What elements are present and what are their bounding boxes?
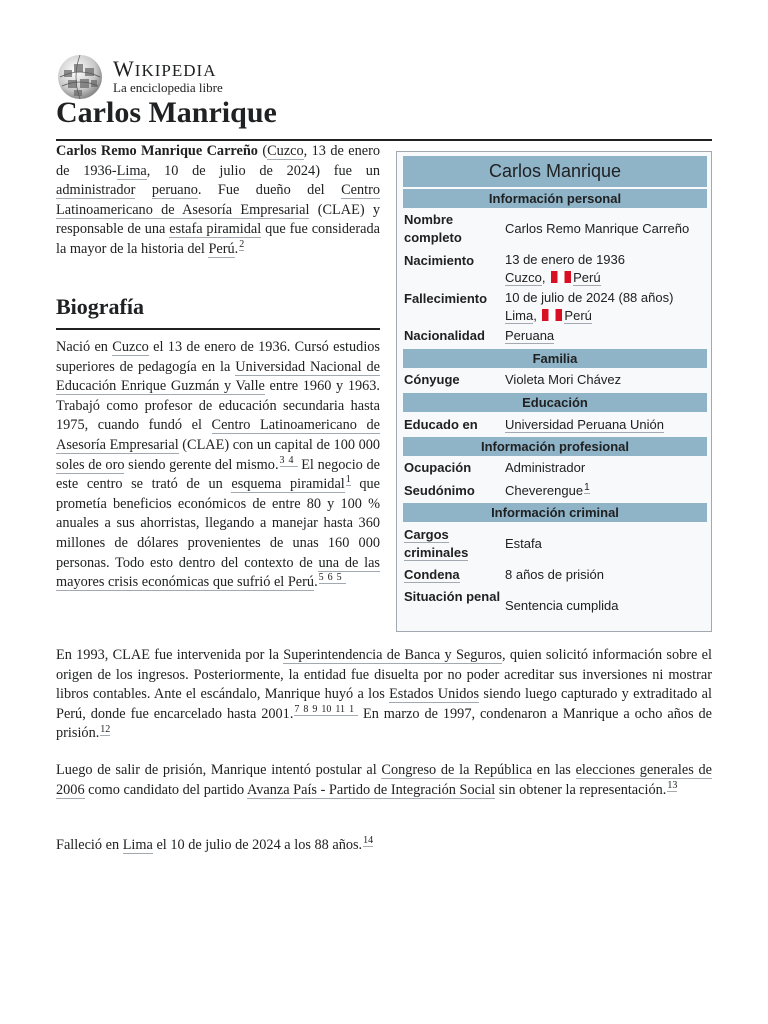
- subject-full-name: Carlos Remo Manrique Carreño: [56, 143, 258, 159]
- wikipedia-wordmark[interactable]: WIKIPEDIA: [113, 56, 217, 81]
- reference-link[interactable]: 11: [335, 704, 346, 716]
- intro-text: (CLAE) y responsable de una: [56, 201, 381, 238]
- biography-paragraph-3: [56, 761, 712, 800]
- infobox: [396, 151, 712, 632]
- value-seudonimo: [505, 482, 707, 500]
- label-cargos-criminales: [404, 526, 502, 562]
- infobox-title: Carlos Manrique: [403, 156, 707, 187]
- reference-group: [280, 455, 298, 467]
- paragraph-text: como candidato del partido: [84, 781, 247, 798]
- value-educado-en: [505, 416, 707, 434]
- paragraph-text: , quien solicitó información sobre el origen de los ingresos. Posteriormente, la entidad fue disuelta por no poder acreditar sus inversiones ni mostrar libros contables. Ante el escándalo, Manrique huyó a los: [56, 647, 712, 703]
- reference-group: [294, 704, 358, 716]
- link-universidad-peruana-union[interactable]: Universidad Peruana Unión: [505, 417, 664, 432]
- link-cuzco[interactable]: Cuzco: [112, 339, 149, 355]
- birth-place: Cuzco, Perú: [505, 270, 601, 285]
- page-title: Carlos Manrique: [56, 93, 712, 141]
- paragraph-text: el 10 de julio de 2024 a los 88 años.: [152, 837, 363, 853]
- value-ocupacion: Administrador: [505, 460, 586, 475]
- link-congreso[interactable]: Congreso de la República: [381, 762, 533, 778]
- value-condena: 8 años de prisión: [505, 567, 605, 582]
- link-esquema-piramidal[interactable]: esquema piramidal: [231, 476, 345, 493]
- label-fallecimiento: Fallecimiento: [404, 291, 488, 306]
- label-nombre-completo: Nombre completo: [404, 212, 462, 245]
- link-estados-unidos[interactable]: Estados Unidos: [389, 686, 480, 703]
- section-heading-biografia: Biografía: [56, 292, 380, 330]
- link-peruana[interactable]: Peruana: [505, 328, 555, 343]
- label-nacimiento: Nacimiento: [404, 253, 475, 268]
- peru-flag-icon: [551, 271, 571, 283]
- link-peru[interactable]: Perú: [564, 308, 592, 323]
- link-cuzco[interactable]: Cuzco: [267, 143, 304, 159]
- paragraph-text: entre 1960 y 1963. Trabajó como profesor de educación secundaria hasta 1975, cuando fundó el: [56, 378, 380, 434]
- reference-link[interactable]: 1: [345, 474, 351, 486]
- value-nombre-completo: Carlos Remo Manrique Carreño: [505, 221, 690, 236]
- intro-text: (: [257, 143, 268, 159]
- link-crisis-economica[interactable]: una de las mayores crisis económicas que sufrió el Perú: [56, 554, 380, 591]
- label-educado-en: Educado en: [404, 417, 478, 432]
- label-condena: [404, 566, 502, 584]
- reference-link[interactable]: 5: [336, 572, 342, 584]
- label-nacionalidad: Nacionalidad: [404, 328, 485, 343]
- link-clae[interactable]: Centro Latinoamericano de Asesoría Empresarial: [56, 417, 380, 453]
- intro-text: que fue considerada la mayor de la historia del: [56, 221, 380, 257]
- link-clae[interactable]: Centro Latinoamericano de Asesoría Empresarial: [56, 182, 380, 218]
- link-lima[interactable]: Lima: [116, 162, 147, 179]
- death-date: 10 de julio de 2024 (88 años): [505, 290, 674, 305]
- reference-link[interactable]: 6: [327, 572, 333, 584]
- reference-link[interactable]: 8: [303, 704, 309, 716]
- peru-flag-icon: [542, 309, 562, 321]
- link-peru[interactable]: Perú: [208, 240, 235, 257]
- reference-link[interactable]: 4: [288, 454, 294, 466]
- paragraph-text: Luego de salir de prisión, Manrique intentó postular al: [56, 762, 382, 778]
- reference-link[interactable]: 7: [294, 704, 300, 716]
- paragraph-text: en las: [532, 762, 576, 778]
- value-nacionalidad: [505, 327, 707, 345]
- intro-paragraph: [56, 142, 380, 260]
- reference-link[interactable]: 13: [667, 779, 678, 791]
- label-situacion-penal: Situación penal: [404, 589, 501, 604]
- link-peruano[interactable]: peruano: [151, 182, 198, 199]
- site-tagline: La enciclopedia libre: [113, 80, 223, 95]
- reference-link[interactable]: 9: [312, 704, 318, 716]
- link-estafa-piramidal[interactable]: estafa piramidal: [169, 221, 262, 238]
- link-superintendencia[interactable]: Superintendencia de Banca y Seguros: [283, 647, 503, 663]
- value-situacion-penal: Sentencia cumplida: [505, 598, 619, 613]
- infobox-section-profesional: Información profesional: [403, 437, 707, 456]
- link-soles-de-oro[interactable]: soles de oro: [56, 456, 125, 473]
- link-cargos-criminales[interactable]: Cargos criminales: [404, 527, 469, 560]
- label-seudonimo: Seudónimo: [404, 483, 475, 498]
- link-lima[interactable]: Lima: [122, 837, 153, 853]
- paragraph-text: (CLAE) con un capital de 100 000: [178, 436, 381, 453]
- intro-text: .: [234, 240, 239, 257]
- infobox-section-familia: Familia: [403, 349, 707, 368]
- value-conyuge: Violeta Mori Chávez: [505, 372, 622, 387]
- intro-text: , 10 de julio de 2024) fue un: [146, 162, 380, 179]
- intro-text: . Fue dueño del: [197, 182, 342, 199]
- value-cargos-criminales: Estafa: [505, 536, 542, 551]
- infobox-section-personal: Información personal: [403, 189, 707, 208]
- link-elecciones-2006[interactable]: elecciones generales de 2006: [56, 762, 712, 798]
- intro-text: , 13 de enero de 1936-: [56, 143, 380, 179]
- reference-link[interactable]: 2: [239, 239, 245, 251]
- reference-link[interactable]: 14: [363, 835, 374, 847]
- paragraph-text: siendo gerente del mismo.: [124, 456, 279, 473]
- paragraph-text: En 1993, CLAE fue intervenida por la: [56, 647, 284, 663]
- seudonimo-text: Cheverengue: [505, 483, 584, 498]
- reference-link[interactable]: 3: [279, 454, 285, 466]
- reference-group: [319, 572, 346, 584]
- reference-link[interactable]: 5: [318, 572, 324, 584]
- value-nacimiento: [505, 251, 707, 287]
- reference-link[interactable]: 12: [100, 723, 111, 735]
- paragraph-text: El negocio de este centro se trató de un: [56, 456, 380, 493]
- biography-paragraph-2: [56, 646, 712, 744]
- value-fallecimiento: [505, 289, 707, 325]
- link-avanza-pais[interactable]: Avanza País - Partido de Integración Social: [246, 781, 496, 798]
- link-condena[interactable]: Condena: [404, 567, 460, 582]
- link-administrador[interactable]: administrador: [56, 182, 136, 199]
- paragraph-text: En marzo de 1997, condenaron a Manrique a ocho años de prisión.: [56, 705, 712, 742]
- paragraph-text: siendo luego capturado y extraditado al Perú, donde fue encarcelado hasta 2001.: [56, 686, 712, 722]
- label-conyuge: Cónyuge: [404, 372, 460, 387]
- biography-paragraph-4: [56, 836, 712, 856]
- link-lima[interactable]: Lima: [505, 308, 534, 323]
- infobox-section-criminal: Información criminal: [403, 503, 707, 522]
- paragraph-text: que prometía beneficios económicos de entre 80 y 100 % anuales a sus ahorristas, llegando a manejar hasta 360 millones de dólares provenientes de unas 160 000 personas. Todo esto dentro del contexto de: [56, 476, 380, 571]
- link-cuzco[interactable]: Cuzco: [505, 270, 542, 285]
- paragraph-text: .: [314, 574, 318, 591]
- birth-date: 13 de enero de 1936: [505, 252, 625, 267]
- label-ocupacion: Ocupación: [404, 460, 472, 475]
- paragraph-text: Nació en: [56, 339, 113, 355]
- paragraph-text: el 13 de enero de 1936. Cursó estudios superiores de pedagogía en la: [56, 339, 380, 375]
- link-universidad-une[interactable]: Universidad Nacional de Educación Enrique Guzmán y Valle: [56, 358, 380, 395]
- biography-paragraph-1: [56, 338, 380, 593]
- reference-link[interactable]: 1: [584, 481, 590, 493]
- infobox-section-educacion: Educación: [403, 393, 707, 412]
- death-place: Lima, Perú: [505, 308, 592, 323]
- reference-link[interactable]: 1: [349, 704, 355, 716]
- intro-text: [135, 182, 151, 198]
- link-peru[interactable]: Perú: [573, 270, 601, 285]
- paragraph-text: sin obtener la representación.: [495, 781, 667, 798]
- paragraph-text: Falleció en: [56, 837, 123, 853]
- reference-link[interactable]: 10: [321, 704, 332, 716]
